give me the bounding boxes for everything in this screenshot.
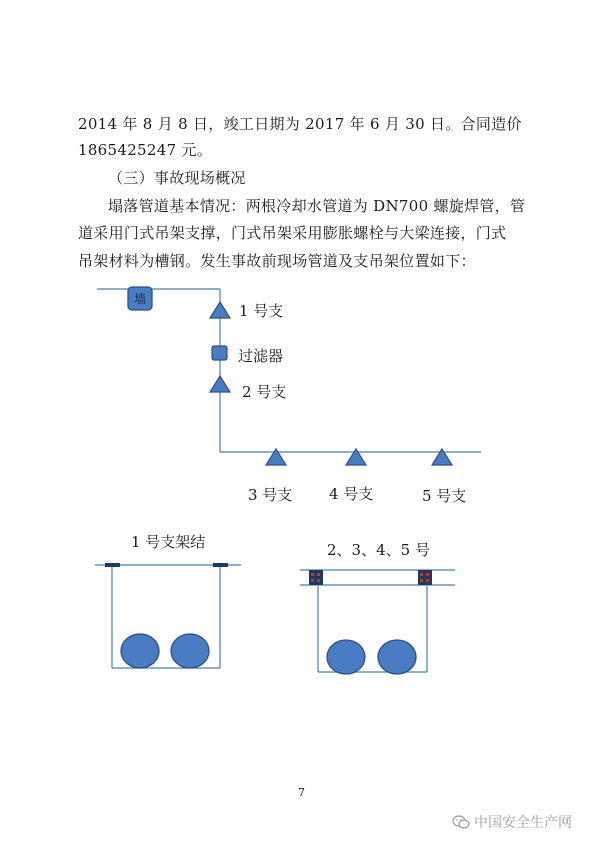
support-3-label: 3 号支	[248, 486, 293, 504]
support-4-label: 4 号支	[329, 485, 374, 503]
watermark-text: 中国安全生产网	[474, 815, 572, 831]
detail-2-title: 2、3、4、5 号	[327, 541, 430, 559]
detail-1-right-bolt	[213, 563, 228, 567]
paragraph-line-5: 吊架材料为槽钢。发生事故前现场管道及支吊架位置如下：	[78, 252, 476, 270]
paragraph-line-4: 道采用门式吊架支撑，门式吊架采用膨胀螺栓与大梁连接，门式	[78, 224, 507, 242]
detail-2-right-bolt	[418, 570, 432, 585]
support-5-label: 5 号支	[422, 487, 467, 505]
watermark	[452, 812, 572, 832]
filter-marker	[212, 346, 227, 360]
detail-1-pipe-left	[121, 634, 159, 668]
support-2-label: 2 号支	[242, 383, 287, 401]
page-number: 7	[298, 786, 305, 799]
detail-2-pipe-right	[378, 640, 416, 674]
paragraph-line-2: 1865425247 元。	[78, 141, 213, 159]
detail-1-left-bolt	[105, 563, 120, 567]
support-1-marker	[210, 302, 230, 318]
detail-2-pipe-left	[327, 640, 365, 674]
support-2-marker	[210, 376, 230, 392]
paragraph-line-1: 2014 年 8 月 8 日，竣工日期为 2017 年 6 月 30 日。合同造价	[78, 115, 522, 133]
detail-2-left-bolt	[309, 570, 323, 585]
support-1-label: 1 号支	[239, 302, 284, 320]
paragraph-line-3: 塌落管道基本情况：两根冷却水管道为 DN700 螺旋焊管，管	[108, 197, 526, 215]
wall-label: 墙	[134, 292, 147, 306]
detail-1-title: 1 号支架结	[131, 533, 206, 551]
filter-label: 过滤器	[238, 347, 284, 365]
detail-1-pipe-right	[171, 634, 209, 668]
wechat-icon	[452, 815, 470, 829]
section-heading: （三）事故现场概况	[108, 169, 246, 187]
